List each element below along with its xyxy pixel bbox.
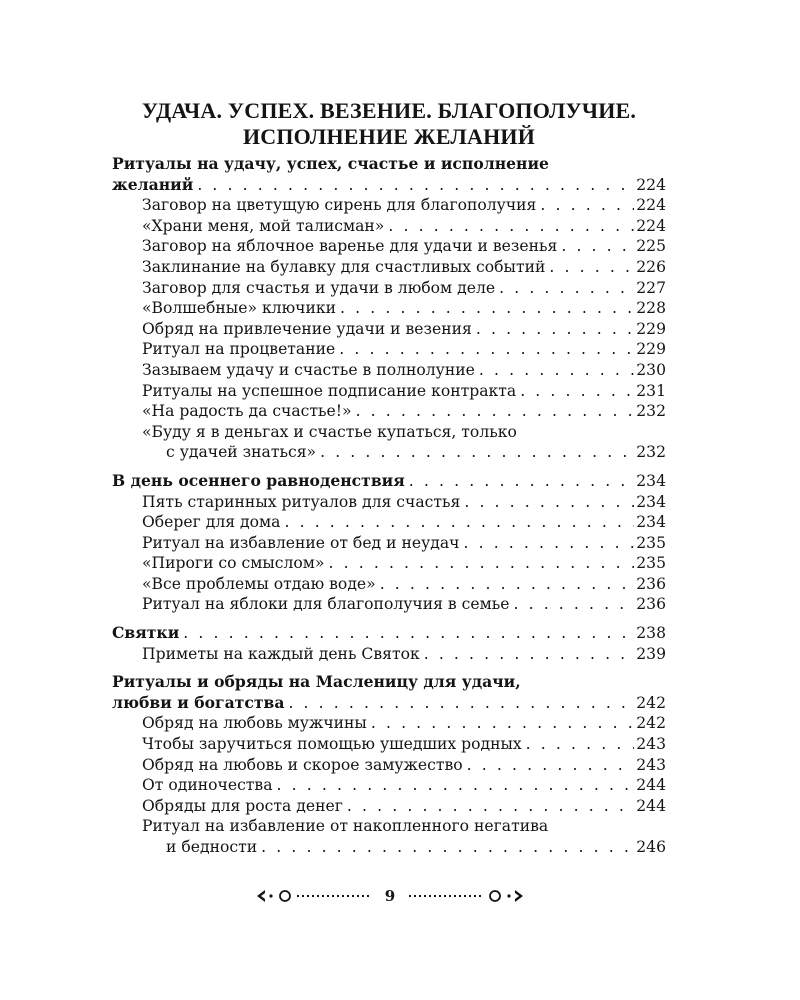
- section-title-entry: [112, 471, 666, 492]
- entry-label-line-1: Ритуал на избавление от накопленного негатива: [142, 817, 549, 836]
- entry-label: Ритуалы на успешное подписание контракта: [142, 381, 517, 400]
- page-number: 246: [636, 838, 666, 856]
- toc-entry-continuation: [142, 442, 666, 463]
- entry-label: Приметы на каждый день Святок: [142, 644, 420, 663]
- entry-label: «На радость да счастье!»: [142, 402, 352, 421]
- page-footer: [240, 884, 540, 908]
- section-items: [112, 713, 666, 857]
- leader-dots: [463, 533, 634, 554]
- toc-entry: [142, 339, 666, 360]
- entry-label: Ритуал на избавление от бед и неудач: [142, 533, 460, 552]
- entry-label: Обряд на любовь и скорое замужество: [142, 755, 463, 774]
- leader-dots: [513, 594, 634, 615]
- leader-dots: [424, 644, 635, 665]
- entry-label: Заговор на цветущую сирень для благополучия: [142, 196, 537, 215]
- toc-entry: [142, 755, 666, 776]
- page-number: 244: [636, 776, 666, 795]
- section-title-line-1: Ритуалы и обряды на Масленицу для удачи,: [112, 672, 521, 692]
- toc-entry: [142, 775, 666, 796]
- section-title: Святки: [112, 623, 180, 643]
- section-title-line-1: Ритуалы на удачу, успех, счастье и исполнение: [112, 154, 549, 173]
- entry-label: «Все проблемы отдаю воде»: [142, 574, 376, 593]
- ornament-right-icon: [405, 888, 525, 904]
- leader-dots: [476, 319, 634, 340]
- entry-label: «Пироги со смыслом»: [142, 554, 325, 573]
- page-number: 224: [636, 175, 666, 194]
- leader-dots: [371, 713, 634, 734]
- entry-label: Ритуал на процветание: [142, 340, 336, 359]
- leader-dots: [409, 471, 634, 492]
- entry-label: Оберег для дома: [142, 513, 281, 532]
- chapter-heading-line-2: ИСПОЛНЕНИЕ ЖЕЛАНИЙ: [242, 124, 536, 149]
- leader-dots: [464, 492, 634, 513]
- toc-entry: [142, 401, 666, 422]
- toc-entry: [142, 512, 666, 533]
- entry-label: Заговор на яблочное варенье для удачи и везенья: [142, 237, 558, 256]
- leader-dots: [561, 236, 634, 257]
- page-number: 244: [636, 796, 666, 815]
- toc-entry: [142, 734, 666, 755]
- page-number: 235: [636, 533, 666, 552]
- toc-section: [112, 623, 666, 664]
- entry-label-line-2: и бедности: [166, 838, 258, 856]
- toc-entry: [142, 594, 666, 615]
- entry-label: Обряд на привлечение удачи и везения: [142, 319, 472, 338]
- leader-dots: [499, 278, 634, 299]
- toc-entry: [142, 319, 666, 340]
- leader-dots: [520, 381, 634, 402]
- leader-dots: [540, 195, 634, 216]
- page-number: 236: [636, 574, 666, 593]
- section-title-line-2: желаний: [112, 174, 194, 194]
- leader-dots: [288, 693, 634, 714]
- table-of-contents: [112, 154, 666, 858]
- chapter-heading-line-1: УДАЧА. УСПЕХ. ВЕЗЕНИЕ. БЛАГОПОЛУЧИЕ.: [141, 98, 637, 123]
- page-number: 242: [636, 693, 666, 712]
- leader-dots: [340, 298, 634, 319]
- toc-entry: [142, 360, 666, 381]
- page-number: 238: [636, 624, 666, 643]
- toc-entry: [142, 278, 666, 299]
- entry-label: Пять старинных ритуалов для счастья: [142, 492, 461, 511]
- leader-dots: [277, 775, 635, 796]
- toc-entry-continuation: [142, 837, 666, 858]
- toc-entry: [142, 533, 666, 554]
- toc-entry: [142, 553, 666, 574]
- section-title-entry: [112, 623, 666, 644]
- page-number: 232: [636, 402, 666, 421]
- toc-section: [112, 154, 666, 463]
- page-number: 243: [636, 755, 666, 774]
- page-number: 231: [636, 381, 666, 400]
- section-title-entry: [112, 175, 666, 196]
- page-number: 234: [636, 471, 666, 490]
- page-number: 234: [636, 513, 666, 532]
- entry-label: Обряды для роста денег: [142, 796, 343, 815]
- entry-label: Чтобы заручиться помощью ушедших родных: [142, 735, 522, 754]
- leader-dots: [339, 339, 634, 360]
- section-title: В день осеннего равноденствия: [112, 470, 405, 490]
- toc-entry: [142, 492, 666, 513]
- entry-label: Заклинание на булавку для счастливых событий: [142, 257, 546, 276]
- entry-label: Заговор для счастья и удачи в любом деле: [142, 278, 496, 297]
- entry-label-line-2: с удачей знаться»: [166, 443, 317, 462]
- section-title-entry: [112, 693, 666, 714]
- leader-dots: [261, 837, 634, 858]
- section-title-line-2: любви и богатства: [112, 692, 285, 712]
- leader-dots: [328, 553, 634, 574]
- toc-entry: [142, 216, 666, 237]
- toc-entry: [142, 796, 666, 817]
- page-number-footer: 9: [384, 887, 396, 905]
- leader-dots: [356, 401, 635, 422]
- page-number: 236: [636, 595, 666, 614]
- toc-entry: [142, 713, 666, 734]
- toc-entry-multiline: [142, 422, 666, 463]
- leader-dots: [380, 574, 635, 595]
- toc-section: [112, 471, 666, 615]
- leader-dots: [320, 442, 634, 463]
- leader-dots: [479, 360, 634, 381]
- leader-dots: [347, 796, 634, 817]
- toc-section: [112, 672, 666, 857]
- toc-entry-multiline: [142, 816, 666, 857]
- chapter-heading: [112, 98, 666, 150]
- entry-label: Ритуал на яблоки для благополучия в семье: [142, 595, 510, 614]
- page-number: 243: [636, 735, 666, 754]
- entry-label: От одиночества: [142, 776, 273, 795]
- entry-label: «Волшебные» ключики: [142, 299, 337, 318]
- toc-entry: [142, 644, 666, 665]
- page-number: 224: [636, 196, 666, 215]
- leader-dots: [284, 512, 634, 533]
- leader-dots: [549, 257, 634, 278]
- entry-label: «Храни меня, мой талисман»: [142, 216, 385, 235]
- entry-label: Обряд на любовь мужчины: [142, 714, 367, 733]
- toc-entry: [142, 298, 666, 319]
- leader-dots: [526, 734, 635, 755]
- page-number: 235: [636, 554, 666, 573]
- toc-page: [112, 98, 666, 858]
- leader-dots: [467, 755, 635, 776]
- leader-dots: [197, 175, 634, 196]
- page-number: 225: [636, 237, 666, 256]
- leader-dots: [388, 216, 634, 237]
- page-number: 229: [636, 340, 666, 359]
- page-number: 226: [636, 257, 666, 276]
- toc-entry: [142, 195, 666, 216]
- page-number: 229: [636, 319, 666, 338]
- section-items: [112, 492, 666, 616]
- section-items: [112, 644, 666, 665]
- page-number: 239: [636, 644, 666, 663]
- page-number: 228: [636, 299, 666, 318]
- page-number: 242: [636, 714, 666, 733]
- section-items: [112, 195, 666, 463]
- ornament-left-icon: [255, 888, 375, 904]
- page-number: 227: [636, 278, 666, 297]
- toc-entry: [142, 236, 666, 257]
- toc-entry: [142, 574, 666, 595]
- page-number: 232: [636, 443, 666, 462]
- page-number: 224: [636, 216, 666, 235]
- page-number: 230: [636, 360, 666, 379]
- entry-label: Зазываем удачу и счастье в полнолуние: [142, 360, 475, 379]
- page-number: 234: [636, 492, 666, 511]
- toc-entry: [142, 257, 666, 278]
- leader-dots: [183, 623, 634, 644]
- toc-entry: [142, 381, 666, 402]
- entry-label-line-1: «Буду я в деньгах и счастье купаться, только: [142, 422, 517, 441]
